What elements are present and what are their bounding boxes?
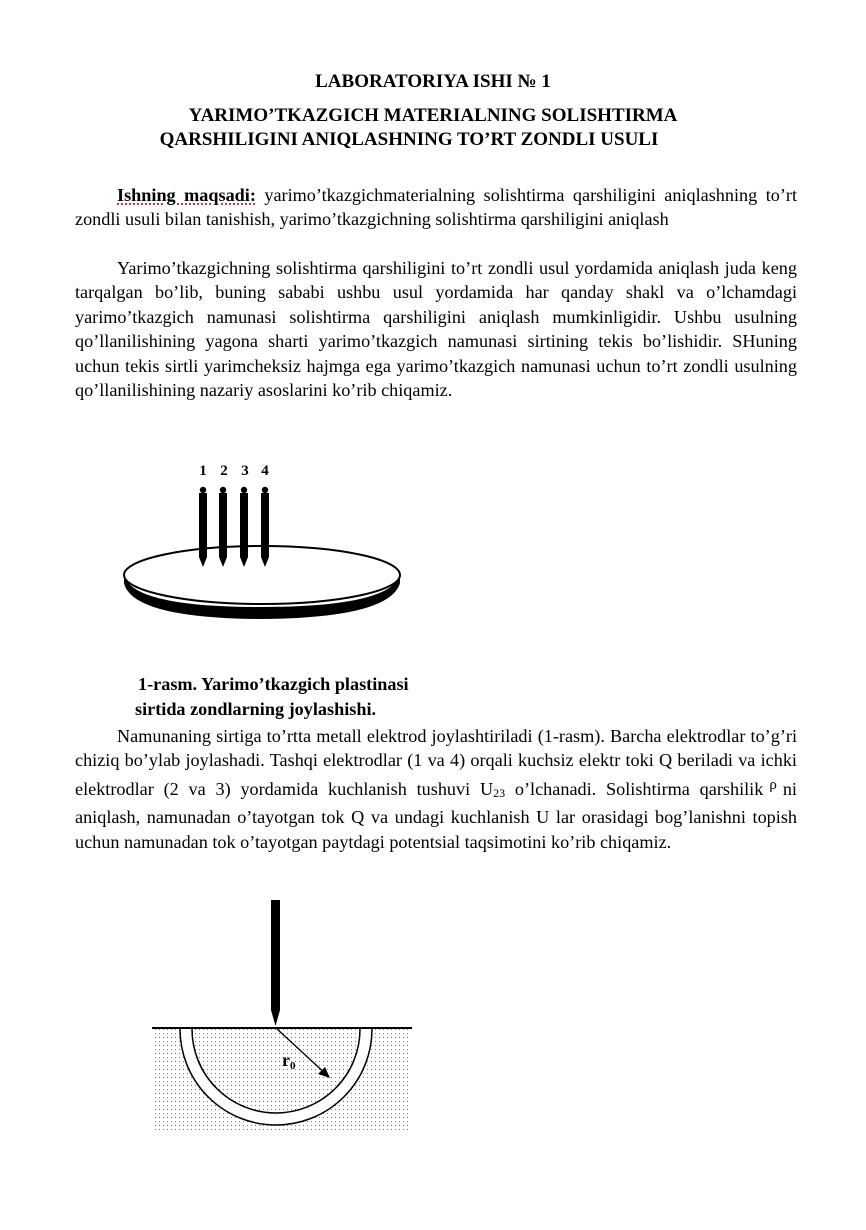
topic-title-line1: YARIMO’TKAZGICH MATERIALNING SOLISHTIRMA	[188, 105, 678, 126]
probe-label-2: 2	[220, 463, 228, 479]
probe-label-4: 4	[261, 463, 269, 479]
figure-1-probe-diagram	[110, 455, 420, 630]
lab-title: LABORATORIYA ISHI № 1	[315, 71, 551, 92]
rho-symbol: ρ	[769, 776, 777, 793]
figure-1-caption-line1: 1-rasm. Yarimo’tkazgich plastinasi	[138, 674, 409, 694]
probe-needle	[271, 900, 280, 1026]
body-text-part2: o’lchanadi. Solishtirma qarshilik	[505, 778, 764, 799]
probe-1	[199, 487, 207, 567]
figure-1-caption-line2: sirtida zondlarning joylashishi.	[135, 699, 377, 719]
voltage-subscript: 23	[493, 785, 506, 800]
body-paragraph	[75, 724, 797, 854]
goal-text: yarimo’tkazgichmaterialning solishtirma qarshiligini aniqlashning to’rt zondli usuli bilan tanishish, yarimo’tkazgichning solishtirma qarshiligini aniqlash	[75, 185, 798, 230]
body-text-part3: ni aniqlash, namunadan o’tayotgan tok Q va undagi kuchlanish U lar orasidagi bog’lanishni topish uchun namunadan tok o’tayotgan paytdagi potentsial taqsimotini ko’rib chiqamiz.	[75, 778, 797, 852]
probe-label-1: 1	[199, 463, 207, 479]
probe-label-3: 3	[241, 463, 249, 479]
topic-title-line2: QARSHILIGINI ANIQLASHNING TO’RT ZONDLI USULI	[159, 129, 659, 150]
probe-3	[240, 487, 248, 567]
body-text-part1: Namunaning sirtiga to’rtta metall elektrod joylashtiriladi (1-rasm). Barcha elektrodlar to’g’ri chiziq bo’ylab joylashadi. Tashqi elektrodlar (1 va 4) orqali kuchsiz elektr toki Q beriladi va ichki elektrodlar (2 va 3) yordamida kuchlanish tushuvi U	[75, 726, 797, 799]
goal-label: Ishning maqsadi:	[117, 185, 256, 205]
probe-2	[219, 487, 227, 567]
intro-paragraph	[75, 256, 797, 402]
radius-label: r0	[282, 1050, 296, 1072]
intro-paragraph-text: Yarimo’tkazgichning solishtirma qarshiligini to’rt zondli usul yordamida aniqlash juda keng tarqalgan bo’lib, buning sababi ushbu usul yordamida har qanday shakl va o’lchamdagi yarimo’tkazgich namunasi solishtirma qarshiligini aniqlash mumkinligidir. Ushbu usulning qo’llanilishining yagona sharti yarimo’tkazgich namunasi sirtining tekis bo’lishidir. SHuning uchun tekis sirtli yarimcheksiz hajmga ega yarimo’tkazgich namunasi uchun to’rt zondli usulning qo’llanilishining nazariy asoslarini ko’rib chiqamiz.	[75, 258, 797, 401]
probe-4	[261, 487, 269, 567]
goal-paragraph	[75, 183, 797, 232]
figure-2-hemisphere-diagram	[150, 896, 415, 1136]
